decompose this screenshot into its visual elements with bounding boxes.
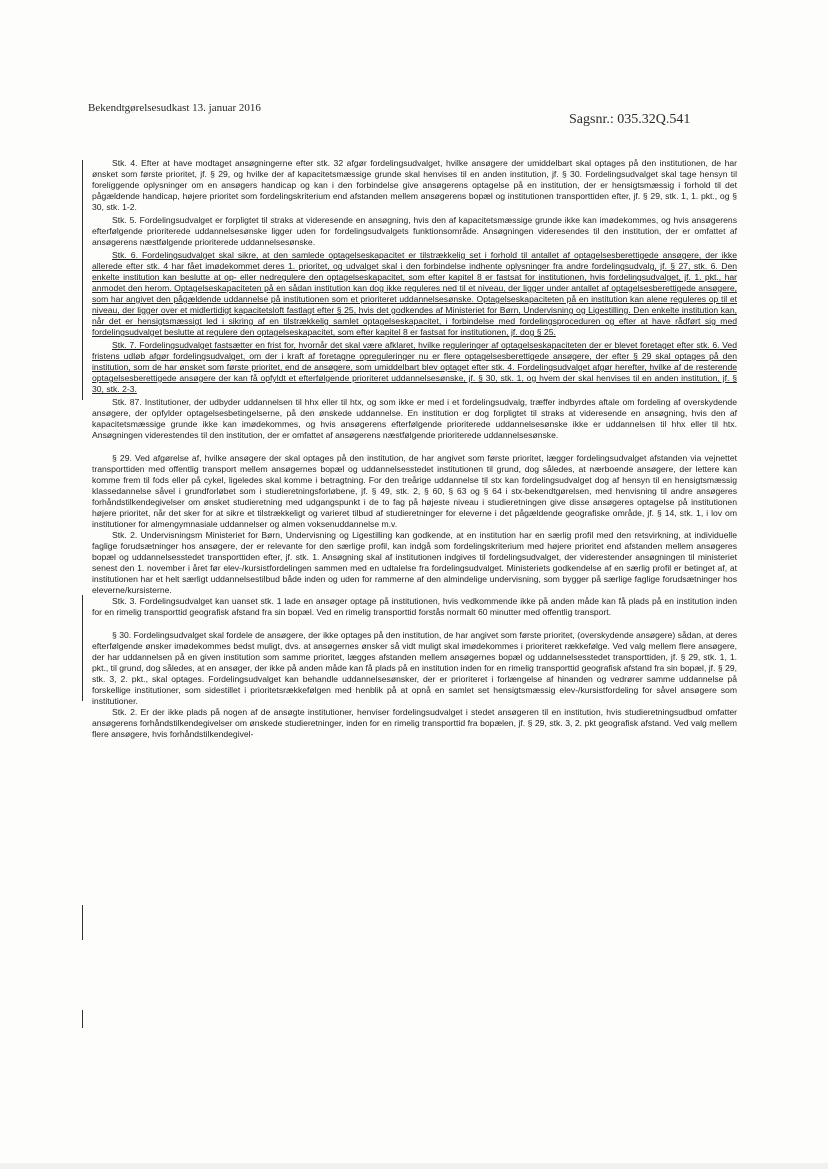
change-bar [82, 160, 83, 400]
paragraph-section-29: § 29. Ved afgørelse af, hvilke ansøgere der skal optages på den institution, de har angivet som første prioritet, lægger fordelingsudvalget afstanden via vejnettet transporttiden med offentlig transport mellem ansøgernes bopæl og uddannelsesstedet institutionen til grund, dog således, at nærboende ansøgere, der lettere kan komme frem til fods eller på cykel, ligeledes skal komme i betragtning. For den treårige uddannelse til stx kan fordelingsudvalget dog af hensyn til en hensigtsmæssig klassedannelse såvel i grundforløbet som i studieretningsforløbene, jf. § 49, stk. 2, § 60, § 63 og § 64 i stx-bekendtgørelsen, med henvisning til andre ansøgeres forhåndstilkendegivelser om ønsket studieretning med udgangspunkt i de to fag på højeste niveau i studieretningen give disse ansøgeres optagelse på institutionen højere prioritet, når det sker for at sikre et tilstrækkeligt og varieret tilbud af studieretninger for eleverne i det pågældende geografiske område, jf. § 14, stk. 1, i lov om institutioner for almengymnasiale uddannelser og almen voksenuddannelse m.v. [92, 453, 737, 529]
document-header: Bekendtgørelsesudkast 13. januar 2016 [88, 102, 261, 114]
paragraph-section-30-stk2: Stk. 2. Er der ikke plads på nogen af de ansøgte institutioner, henviser fordelingsudvalget i stedet ansøgeren til en institution, hvis studieretningsudbud omfatter ansøgerens forhåndstilkendegivelser om ønskede studieretninger, inden for en rimelig transporttid fra bopælen, jf. § 29, stk. 3, 2. pkt geografisk afstand. Ved valg mellem flere ansøgere, hvis forhåndstilkendegivel- [92, 707, 737, 739]
paragraph-stk87: Stk. 87. Institutioner, der udbyder uddannelsen til hhx eller til htx, og som ikke er med i et fordelingsudvalg, træffer indbyrdes aftale om fordeling af overskydende ansøgere, der opfylder optagelsesbetingelserne, på den ønskede uddannelse. En institution er dog forpligtet til straks at videresende en ansøgning, hvis den af kapacitetsmæssige grunde ikke kan imødekommes, og hvis ansøgerens efterfølgende prioriterede uddannelsesønske ikke er uddannelsen til hhx eller til htx. Ansøgningen viderestendes til den institution, der er omfattet af ansøgerens næstfølgende prioriterede uddannelsesønske. [92, 397, 737, 440]
paragraph-stk6: Stk. 6. Fordelingsudvalget skal sikre, at den samlede optagelseskapacitet er tilstrækkelig set i forhold til antallet af optagelsesberettigede ansøgere, der ikke allerede efter stk. 4 har fået imødekommet deres 1. prioritet, og udvalget skal i den forbindelse indhente oplysninger fra andre fordelingsudvalg, jf. § 27, stk. 6. Den enkelte institution kan beslutte at op- eller nedregulere den optagelseskapacitet, som efter kapitel 8 er fastsat for institutionen, hvis fordelingsudvalget, jf. 1. pkt., har anmodet den herom. Optagelseskapaciteten på en sådan institution kan dog ikke reguleres ned til et niveau, der ligger under antallet af optagelsesberettigede ansøgere, som har angivet den pågældende uddannelse på institutionen som et prioriteret uddannelsesønske. Optagelseskapaciteten på en institution kan alene reguleres op til et niveau, der ligger over et midlertidigt kapacitetsloft fastlagt efter § 25, hvis det godkendes af Ministeriet for Børn, Undervisning og Ligestilling. Den enkelte institution kan, når det er hensigtsmæssigt led i sikring af en tilstrækkelig samlet optagelseskapacitet, i forbindelse med fordelingsproceduren og efter at have rådført sig med fordelingsudvalget beslutte at regulere den optagelseskapacitet, som efter kapitel 8 er fastsat for institutionen, jf. dog § 25. [92, 250, 737, 337]
change-bar [82, 1010, 83, 1028]
scan-edge [0, 1163, 828, 1169]
paragraph-stk4: Stk. 4. Efter at have modtaget ansøgningerne efter stk. 32 afgør fordelingsudvalget, hvilke ansøgere der umiddelbart skal optages på den institutionen, de har ønsket som første prioritet, jf. § 29, og hvilke der af kapacitetsmæssige grunde skal henvises til en anden institution, jf. § 30. Fordelingsudvalget skal tage hensyn til foreliggende oplysninger om en ansøgers handicap og kan i den forbindelse give ansøgerens optagelse på en institution, der er hensigtsmæssig i forhold til det pågældende handicap, højere prioritet som fordelingskriterium end afstanden mellem ansøgerens bopæl og institutionen transporttiden efter, jf. § 29, stk. 1, 1. pkt., og § 30, stk. 1-2. [92, 158, 737, 212]
paragraph-section-30: § 30. Fordelingsudvalget skal fordele de ansøgere, der ikke optages på den institution, de har angivet som første prioritet, (overskydende ansøgere) sådan, at deres efterfølgende ønsker imødekommes bedst muligt, dvs. at ansøgernes ønsker så vidt muligt skal imødekommes i prioriteret rækkefølge. Ved valg mellem flere ansøgere, der har uddannelsen på en given institution som samme prioritet, lægges afstanden mellem ansøgernes bopæl og uddannelsesstedet transporttiden, jf. § 29, stk. 1, 1. pkt., til grund, dog således, at en ansøger, der ikke på anden måde kan få plads på en institution inden for en rimelig transporttid geografisk afstand fra sin bopæl, jf. § 29, stk. 3, 2. pkt., skal optages. Fordelingsudvalget kan behandle uddannelsesønsker, der er prioriteret i forlængelse af hinanden og vedrører samme uddannelse på forskellige institutioner, som sidestillet i prioritetsrækkefølgen med henblik på at opnå en samlet set hensigtsmæssig elev-/kursistfordeling for såvel ansøgere som institutioner. [92, 630, 737, 706]
case-number: Sagsnr.: 035.32Q.541 [569, 112, 691, 127]
paragraph-stk5: Stk. 5. Fordelingsudvalget er forpligtet til straks at videresende en ansøgning, hvis den af kapacitetsmæssige grunde ikke kan imødekommes, og hvis ansøgerens efterfølgende prioriterede uddannelsesønske ligger uden for fordelingsudvalgets funktionsområde. Ansøgningen videresendes til den institution, der er omfattet af ansøgerens næstfølgende prioriterede uddannelsesønske. [92, 215, 737, 247]
paragraph-stk7: Stk. 7. Fordelingsudvalget fastsætter en frist for, hvornår det skal være afklaret, hvilke reguleringer af optagelseskapaciteten der er blevet foretaget efter stk. 6. Ved fristens udløb afgør fordelingsudvalget, om der i kraft af foretagne opreguleringer nu er flere optagelsesberettigede ansøgere, der efter § 29 skal optages på den institution, som de har ønsket som første prioritet, end de ansøgere, som umiddelbart blev optaget efter stk. 4. Fordelingsudvalget afgør herefter, hvilke af de resterende optagelsesberettigede ansøgere der kan få opfyldt et efterfølgende prioriteret uddannelsesønske, jf. § 30, stk. 1, og hvem der skal henvises til en anden institution, jf. § 30, stk. 2-3. [92, 340, 737, 394]
change-bar [82, 595, 83, 701]
document-body [92, 158, 737, 740]
paragraph-section-29-stk3: Stk. 3. Fordelingsudvalget kan uanset stk. 1 lade en ansøger optage på institutionen, hvis vedkommende ikke på anden måde kan få plads på en institution inden for en rimelig transporttid geografisk afstand fra sin bopæl. Ved en rimelig transporttid forstås normalt 60 minutter med offentlig transport. [92, 596, 737, 617]
paragraph-section-29-stk2: Stk. 2. Undervisningsm Ministeriet for Børn, Undervisning og Ligestilling kan godkende, at en institution har en særlig profil med den retsvirkning, at individuelle faglige forudsætninger hos ansøgere, der er relevante for den særlige profil, kan indgå som fordelingskriterium med højere prioritet end afstanden mellem ansøgeres bopæl og uddannelsesstedet transporttiden efter, jf. stk. 1. Ansøgning skal af institutionen indgives til fordelingsudvalget, der viderestender ansøgningen til ministeriet senest den 1. november i året før elev-/kursistfordelingen sammen med en udtalelse fra fordelingsudvalget. Ministeriets godkendelse af en særlig profil er betinget af, at institutionen har et helt særligt uddannelsestilbud både inden og uden for rammerne af den almindelige undervisning, som bygger på særlige faglige forudsætninger hos eleverne/kursisterne. [92, 530, 737, 595]
change-bar [82, 905, 83, 940]
